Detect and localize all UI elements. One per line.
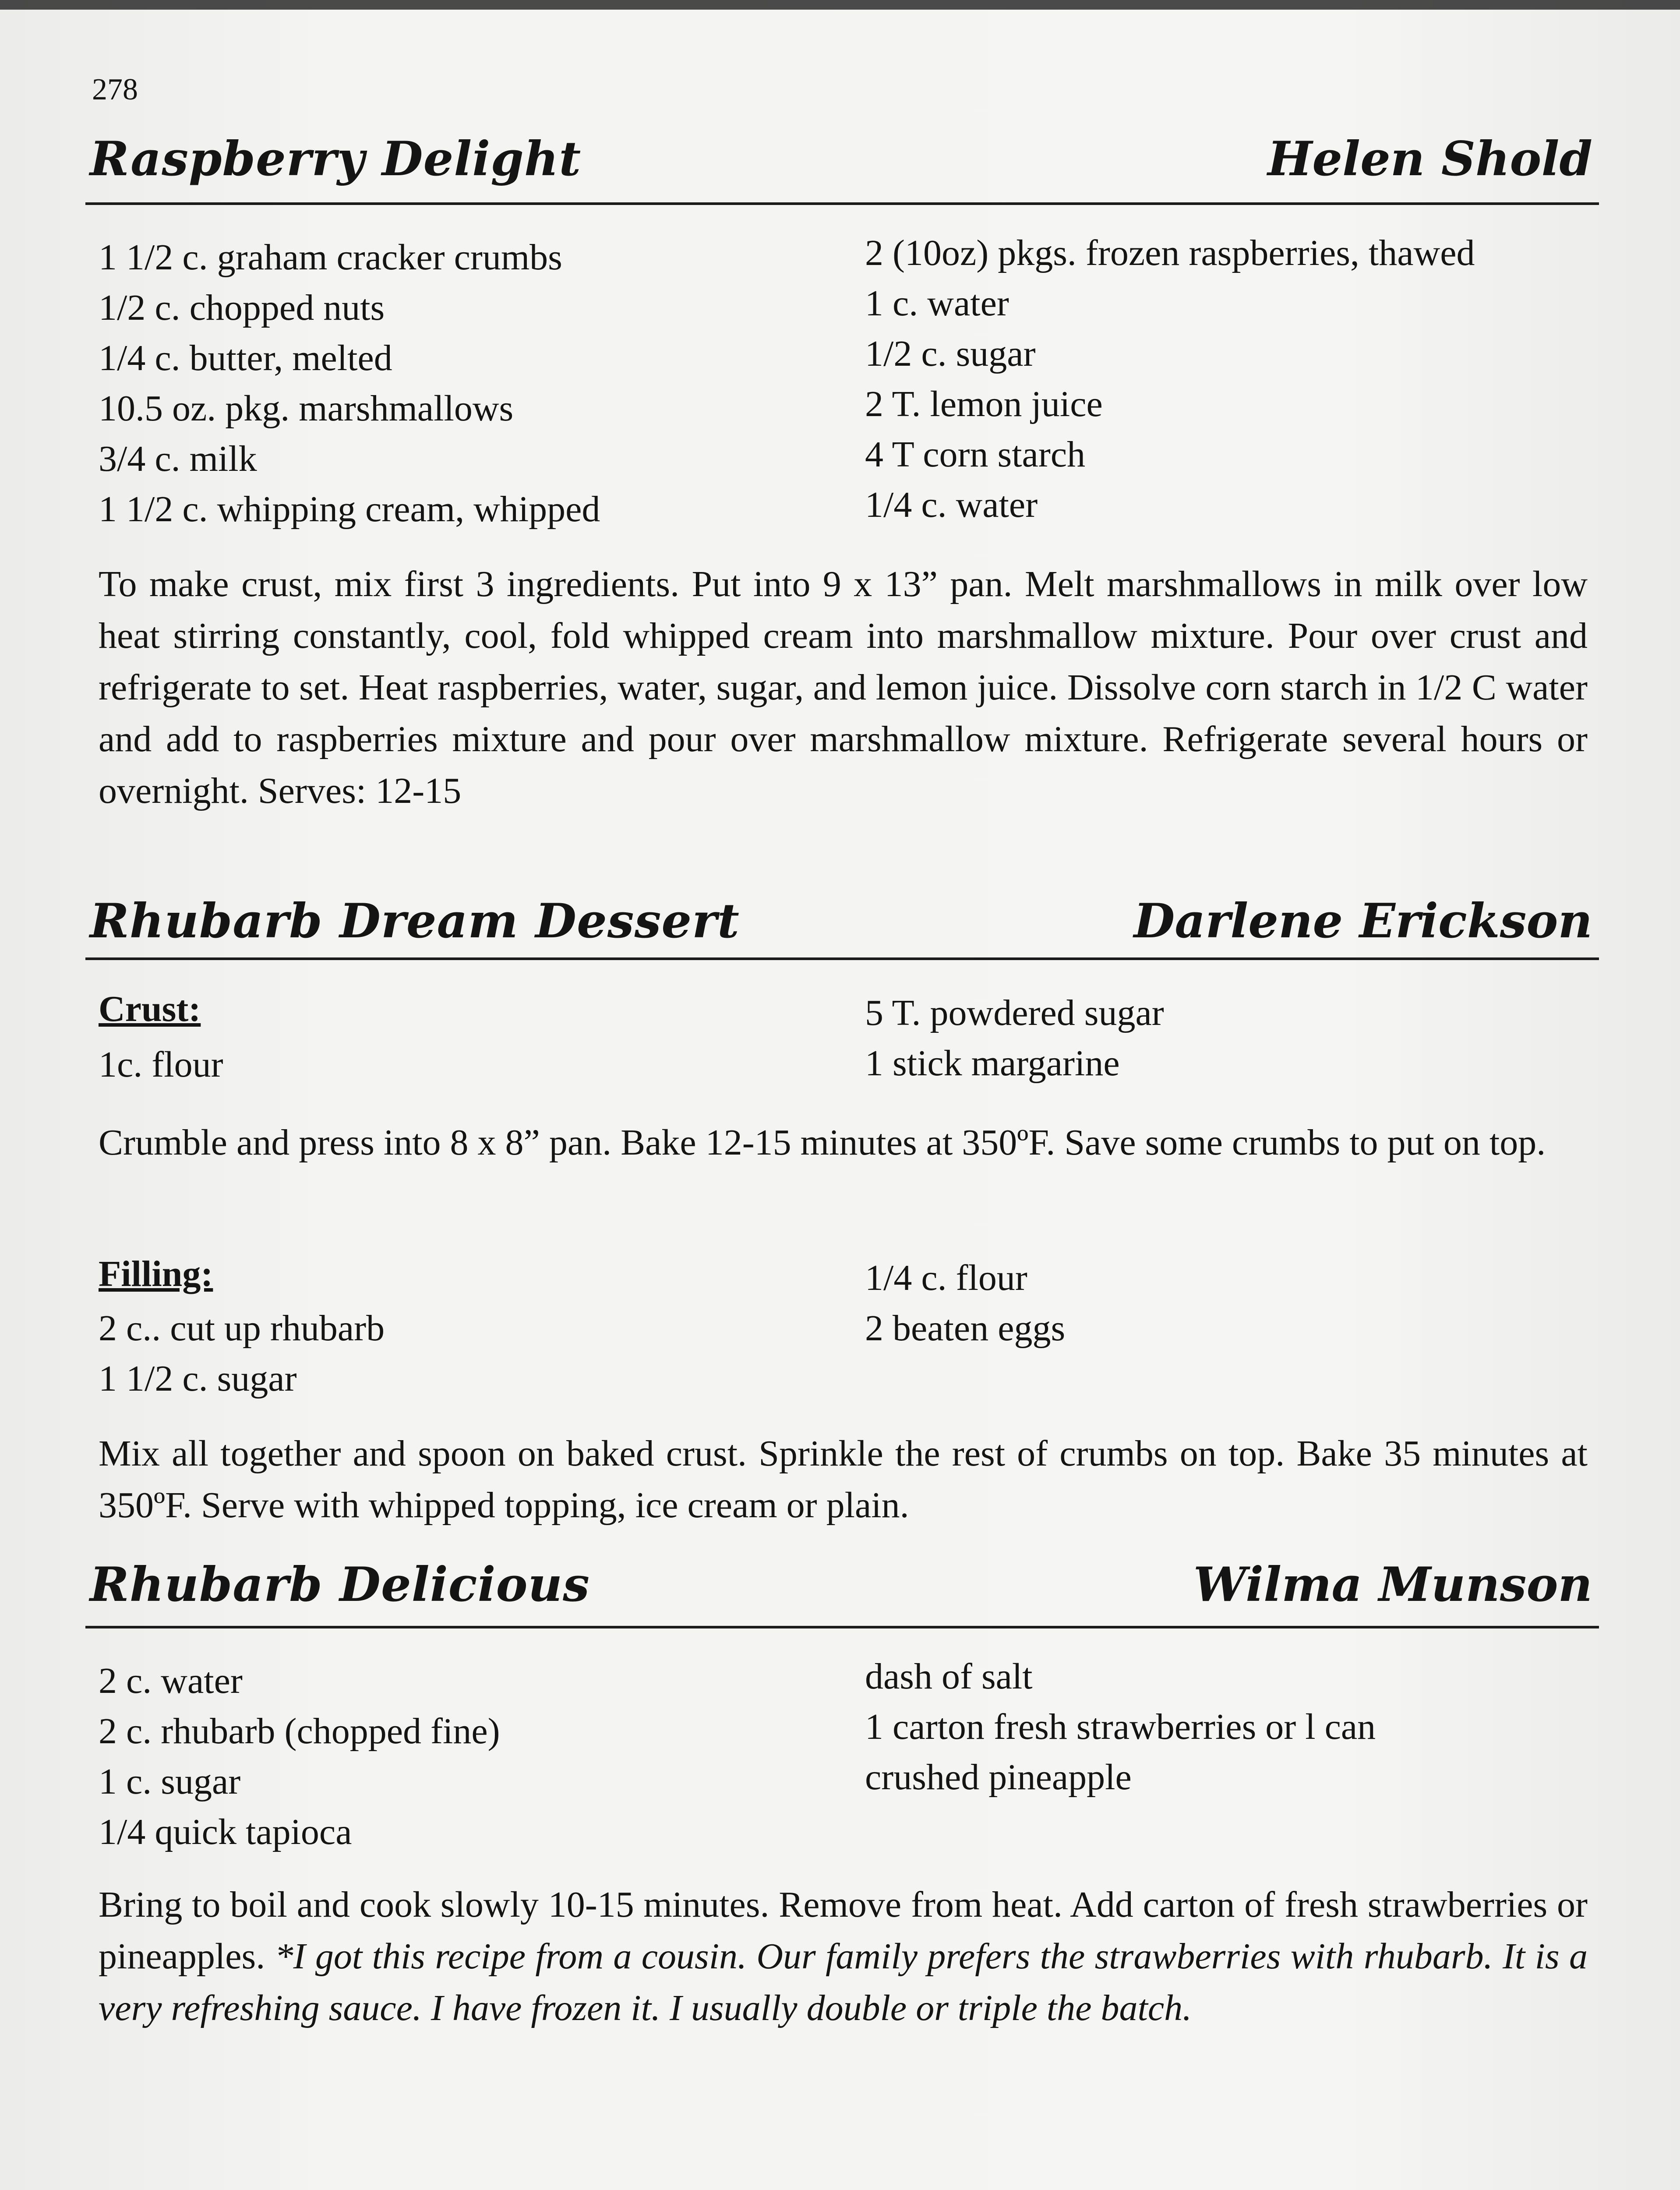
ingredient: 3/4 c. milk	[99, 438, 257, 479]
ingredient: 1/4 c. butter, melted	[99, 338, 392, 378]
ingredients-right-rhubarb-delicious	[865, 1651, 1376, 1802]
ingredient: 1 c. sugar	[99, 1761, 241, 1802]
ingredients-left-raspberry	[99, 232, 600, 534]
ingredient: crushed pineapple	[865, 1757, 1132, 1798]
crust-ingredients-left	[99, 1039, 223, 1090]
ingredient: 5 T. powdered sugar	[865, 993, 1164, 1033]
filling-ingredients-right	[865, 1253, 1065, 1353]
ingredient: 10.5 oz. pkg. marshmallows	[99, 388, 514, 429]
ingredient: 1 stick margarine	[865, 1043, 1120, 1084]
ingredient: 1 1/2 c. whipping cream, whipped	[99, 489, 600, 530]
recipe-note: *I got this recipe from a cousin. Our family prefers the strawberries with rhubarb. It is a very refreshing sauce. I have frozen it. I usually double or triple the batch.	[99, 1936, 1588, 2028]
crust-heading: Crust:	[99, 989, 201, 1029]
ingredients-right-raspberry	[865, 228, 1475, 530]
filling-directions: Mix all together and spoon on baked crust. Sprinkle the rest of crumbs on top. Bake 35 minutes at 350ºF. Serve with whipped topping, ice cream or plain.	[99, 1433, 1588, 1526]
ingredient: 1/4 c. water	[865, 484, 1038, 525]
ingredient: 1c. flour	[99, 1044, 223, 1085]
ingredient: dash of salt	[865, 1656, 1033, 1697]
crust-ingredients-right	[865, 988, 1164, 1088]
title-rule	[85, 957, 1599, 960]
recipe-author-helen-shold: Helen Shold	[1267, 131, 1592, 187]
filling-ingredients-left	[99, 1303, 385, 1404]
directions-raspberry: To make crust, mix first 3 ingredients. Put into 9 x 13” pan. Melt marshmallows in milk over low heat stirring constantly, cool, fold whipped cream into marshmallow mixture. Pour over crust and refrigerate to set. Heat raspberries, water, sugar, and lemon juice. Dissolve corn starch in 1/2 C water and add to raspberries mixture and pour over marshmallow mixture. Refrigerate several hours or overnight. Serves: 12-15	[99, 564, 1588, 811]
ingredient: 1/2 c. sugar	[865, 333, 1036, 374]
ingredient: 1/4 quick tapioca	[99, 1812, 352, 1852]
ingredient: 2 c. water	[99, 1660, 243, 1701]
page-number: 278	[92, 73, 138, 106]
directions-text: Bring to boil and cook slowly 10-15 minutes. Remove from heat. Add carton of fresh strawberries or pineapples.	[99, 1884, 1588, 1977]
recipe-title-rhubarb-delicious: Rhubarb Delicious	[90, 1557, 590, 1612]
ingredient: 2 c. rhubarb (chopped fine)	[99, 1711, 500, 1752]
title-rule	[85, 202, 1599, 205]
ingredient: 1 carton fresh strawberries or l can	[865, 1706, 1376, 1747]
ingredient: 1/4 c. flour	[865, 1257, 1027, 1298]
filling-heading: Filling:	[99, 1254, 213, 1294]
page-top-edge	[0, 0, 1680, 10]
directions-rhubarb-delicious	[99, 1879, 1588, 2034]
ingredient: 1 1/2 c. sugar	[99, 1358, 297, 1399]
recipe-author-darlene-erickson: Darlene Erickson	[1133, 894, 1592, 949]
ingredient: 1 c. water	[865, 283, 1009, 324]
crust-directions: Crumble and press into 8 x 8” pan. Bake 12-15 minutes at 350ºF. Save some crumbs to put on top.	[99, 1122, 1546, 1163]
ingredient: 1/2 c. chopped nuts	[99, 287, 385, 328]
recipe-author-wilma-munson: Wilma Munson	[1193, 1557, 1592, 1612]
ingredient: 1 1/2 c. graham cracker crumbs	[99, 237, 562, 278]
ingredient: 2 beaten eggs	[865, 1308, 1066, 1349]
ingredient: 2 T. lemon juice	[865, 384, 1103, 424]
recipe-title-rhubarb-dream-dessert: Rhubarb Dream Dessert	[90, 894, 740, 949]
title-rule	[85, 1626, 1599, 1628]
recipe-title-raspberry-delight: Raspberry Delight	[90, 131, 582, 187]
ingredient: 2 (10oz) pkgs. frozen raspberries, thawed	[865, 233, 1475, 273]
ingredient: 4 T corn starch	[865, 434, 1086, 475]
ingredients-left-rhubarb-delicious	[99, 1656, 500, 1857]
ingredient: 2 c.. cut up rhubarb	[99, 1308, 385, 1349]
